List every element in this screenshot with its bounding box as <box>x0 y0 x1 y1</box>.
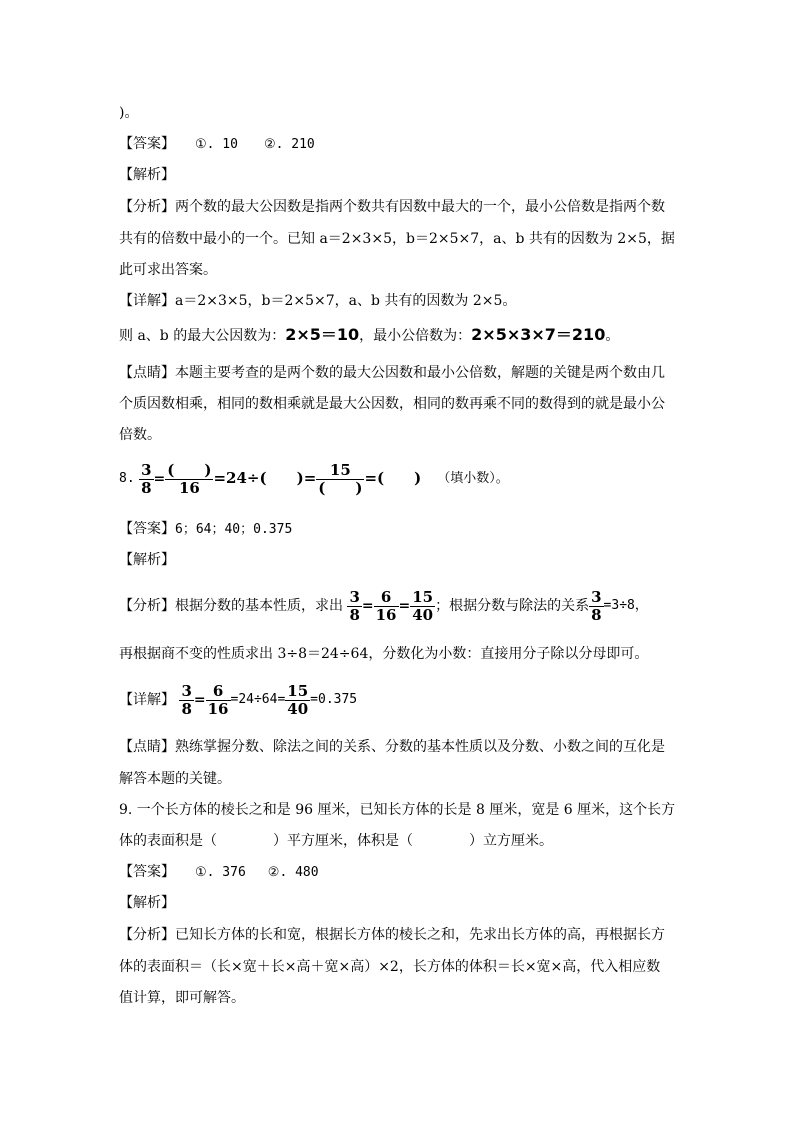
q8-xiangjie-frac-c <box>285 683 310 718</box>
q8-xiangjie-tail: =0.375 <box>310 692 358 707</box>
frac-denominator: 8 <box>141 478 152 497</box>
fenxi-label: 【分析】 <box>119 927 175 943</box>
q8-eq-1: = <box>153 471 166 487</box>
q8-frac-3 <box>316 462 364 497</box>
frac-numerator: 15 <box>329 460 351 479</box>
q7-dianjing-text: 本题主要考查的是两个数的最大公因数和最小公倍数，解题的关键是两个数由几 <box>175 365 665 381</box>
q8-answer: 6；64；40；0.375 <box>175 522 293 537</box>
q8-jiexi: 【解析】 <box>119 552 175 568</box>
q8-fenxi-text1: 根据分数的基本性质，求出 <box>175 598 343 614</box>
q7-lcm-expr: 2×5×3×7＝210 <box>471 325 606 344</box>
xiangjie-label: 【详解】 <box>119 692 175 708</box>
frac-denominator: 40 <box>287 699 309 718</box>
q8-fenxi-frac-c <box>410 589 435 624</box>
q7-fenxi-line3: 此可求出答案。 <box>119 262 217 278</box>
q8-fenxi-frac-d <box>589 589 603 624</box>
frac-denominator: ( ) <box>318 478 363 497</box>
frac-denominator: 16 <box>165 479 213 497</box>
q9-answer-1: ①. 376 <box>195 865 246 880</box>
q7-dianjing-line1 <box>119 364 665 382</box>
frac-numerator: 15 <box>412 587 434 606</box>
answer-label: 【答案】 <box>119 521 175 537</box>
q7-dianjing-line2: 个质因数相乘，相同的数相乘就是最大公因数，相同的数再乘不同的数得到的就是最小公 <box>119 396 665 412</box>
frac-numerator: 6 <box>212 681 224 700</box>
q7-ze-text: 则 a、b 的最大公因数为： <box>119 328 286 344</box>
q9-stem-line1: 9. 一个长方体的棱长之和是 96 厘米，已知长方体的长是 8 厘米，宽是 6 厘米，这个长方 <box>119 802 676 818</box>
q8-dianjing-line2: 解答本题的关键。 <box>119 771 231 787</box>
fenxi-label: 【分析】 <box>119 598 175 614</box>
q7-lcm-text: ，最小公倍数为： <box>359 328 472 344</box>
q7-jiexi: 【解析】 <box>119 167 175 183</box>
q8-fenxi-frac-b <box>374 589 399 624</box>
q8-fenxi-line1 <box>119 586 648 626</box>
eq-sign: = <box>193 692 206 708</box>
q7-dianjing-line3: 倍数。 <box>119 427 161 443</box>
q8-answer-line <box>119 520 292 539</box>
answer-label: 【答案】 <box>119 864 175 880</box>
q7-result-line <box>119 326 619 345</box>
eq-sign: = <box>398 598 411 614</box>
q8-xiangjie-line <box>119 680 357 720</box>
frac-numerator: 3 <box>591 587 602 606</box>
q9-jiexi: 【解析】 <box>119 895 175 911</box>
q8-fenxi-text2: ；根据分数与除法的关系 <box>435 598 590 614</box>
q7-fenxi-text1: 两个数的最大公因数是指两个数共有因数中最大的一个，最小公倍数是指两个数 <box>175 199 665 215</box>
q7-end-mark: 。 <box>605 328 620 344</box>
intro-close: )。 <box>119 105 139 121</box>
q8-fenxi-text3: =3÷8， <box>603 598 648 613</box>
q7-xiangjie-line <box>119 292 516 310</box>
q9-fenxi-text: 已知长方体的长和宽，根据长方体的棱长之和，先求出长方体的高，再根据长方 <box>175 927 665 943</box>
q7-gcd-expr: 2×5＝10 <box>285 325 360 344</box>
q9-fenxi-line1 <box>119 926 665 944</box>
q9-answer-line <box>119 863 319 882</box>
q8-tail-blank: =( ) <box>364 469 422 487</box>
q7-fenxi-line1 <box>119 198 665 216</box>
frac-numerator: 3 <box>141 460 152 479</box>
q8-number: 8. <box>119 471 135 486</box>
frac-denominator: 8 <box>349 605 360 624</box>
frac-denominator: 16 <box>207 699 229 718</box>
frac-denominator: 40 <box>412 605 434 624</box>
q8-dianjing-text: 熟练掌握分数、除法之间的关系、分数的基本性质以及分数、小数之间的互化是 <box>175 739 665 755</box>
q8-dianjing-line1 <box>119 738 665 756</box>
dianjing-label: 【点睛】 <box>119 739 175 755</box>
xiangjie-label: 【详解】 <box>119 293 175 309</box>
q7-fenxi-line2: 共有的倍数中最小的一个。已知 a＝2×3×5，b＝2×5×7，a、b 共有的因数为 2×5，据 <box>119 231 675 247</box>
q8-frac-2 <box>165 462 213 497</box>
q9-answer-2: ②. 480 <box>267 865 319 880</box>
q7-answer-2: ②. 210 <box>263 137 315 152</box>
answer-label: 【答案】 <box>119 136 175 152</box>
frac-denominator: 16 <box>375 605 397 624</box>
eq-sign: = <box>361 598 374 614</box>
frac-numerator: ( ) <box>167 460 212 479</box>
frac-numerator: 6 <box>380 587 392 606</box>
q8-fenxi-frac-a <box>347 589 361 624</box>
q7-xiangjie-text: a＝2×3×5，b＝2×5×7，a、b 共有的因数为 2×5。 <box>175 293 517 309</box>
q8-frac-1 <box>139 462 153 497</box>
q7-answer-line <box>119 135 315 154</box>
q8-xiangjie-frac-b <box>206 683 231 718</box>
fenxi-label: 【分析】 <box>119 199 175 215</box>
q8-note: （填小数）。 <box>437 471 509 486</box>
q8-xiangjie-mid: =24÷64= <box>230 692 286 707</box>
frac-numerator: 15 <box>287 681 309 700</box>
frac-numerator: 3 <box>349 587 360 606</box>
frac-denominator: 8 <box>591 605 602 624</box>
q8-xiangjie-frac-a <box>179 683 193 718</box>
frac-denominator: 8 <box>181 699 192 718</box>
q8-div-expr: =24÷( )= <box>213 469 317 487</box>
q9-fenxi-line2: 体的表面积＝（长×宽＋长×高＋宽×高）×2，长方体的体积＝长×宽×高，代入相应数 <box>119 959 661 975</box>
q8-fenxi-line2: 再根据商不变的性质求出 3÷8＝24÷64，分数化为小数：直接用分子除以分母即可。 <box>119 646 649 662</box>
q9-stem-line2: 体的表面积是（ ）平方厘米，体积是（ ）立方厘米。 <box>119 833 553 849</box>
dianjing-label: 【点睛】 <box>119 365 175 381</box>
q8-stem <box>119 458 509 499</box>
q7-answer-1: ①. 10 <box>195 137 238 152</box>
q9-fenxi-line3: 值计算，即可解答。 <box>119 990 245 1006</box>
frac-numerator: 3 <box>181 681 192 700</box>
